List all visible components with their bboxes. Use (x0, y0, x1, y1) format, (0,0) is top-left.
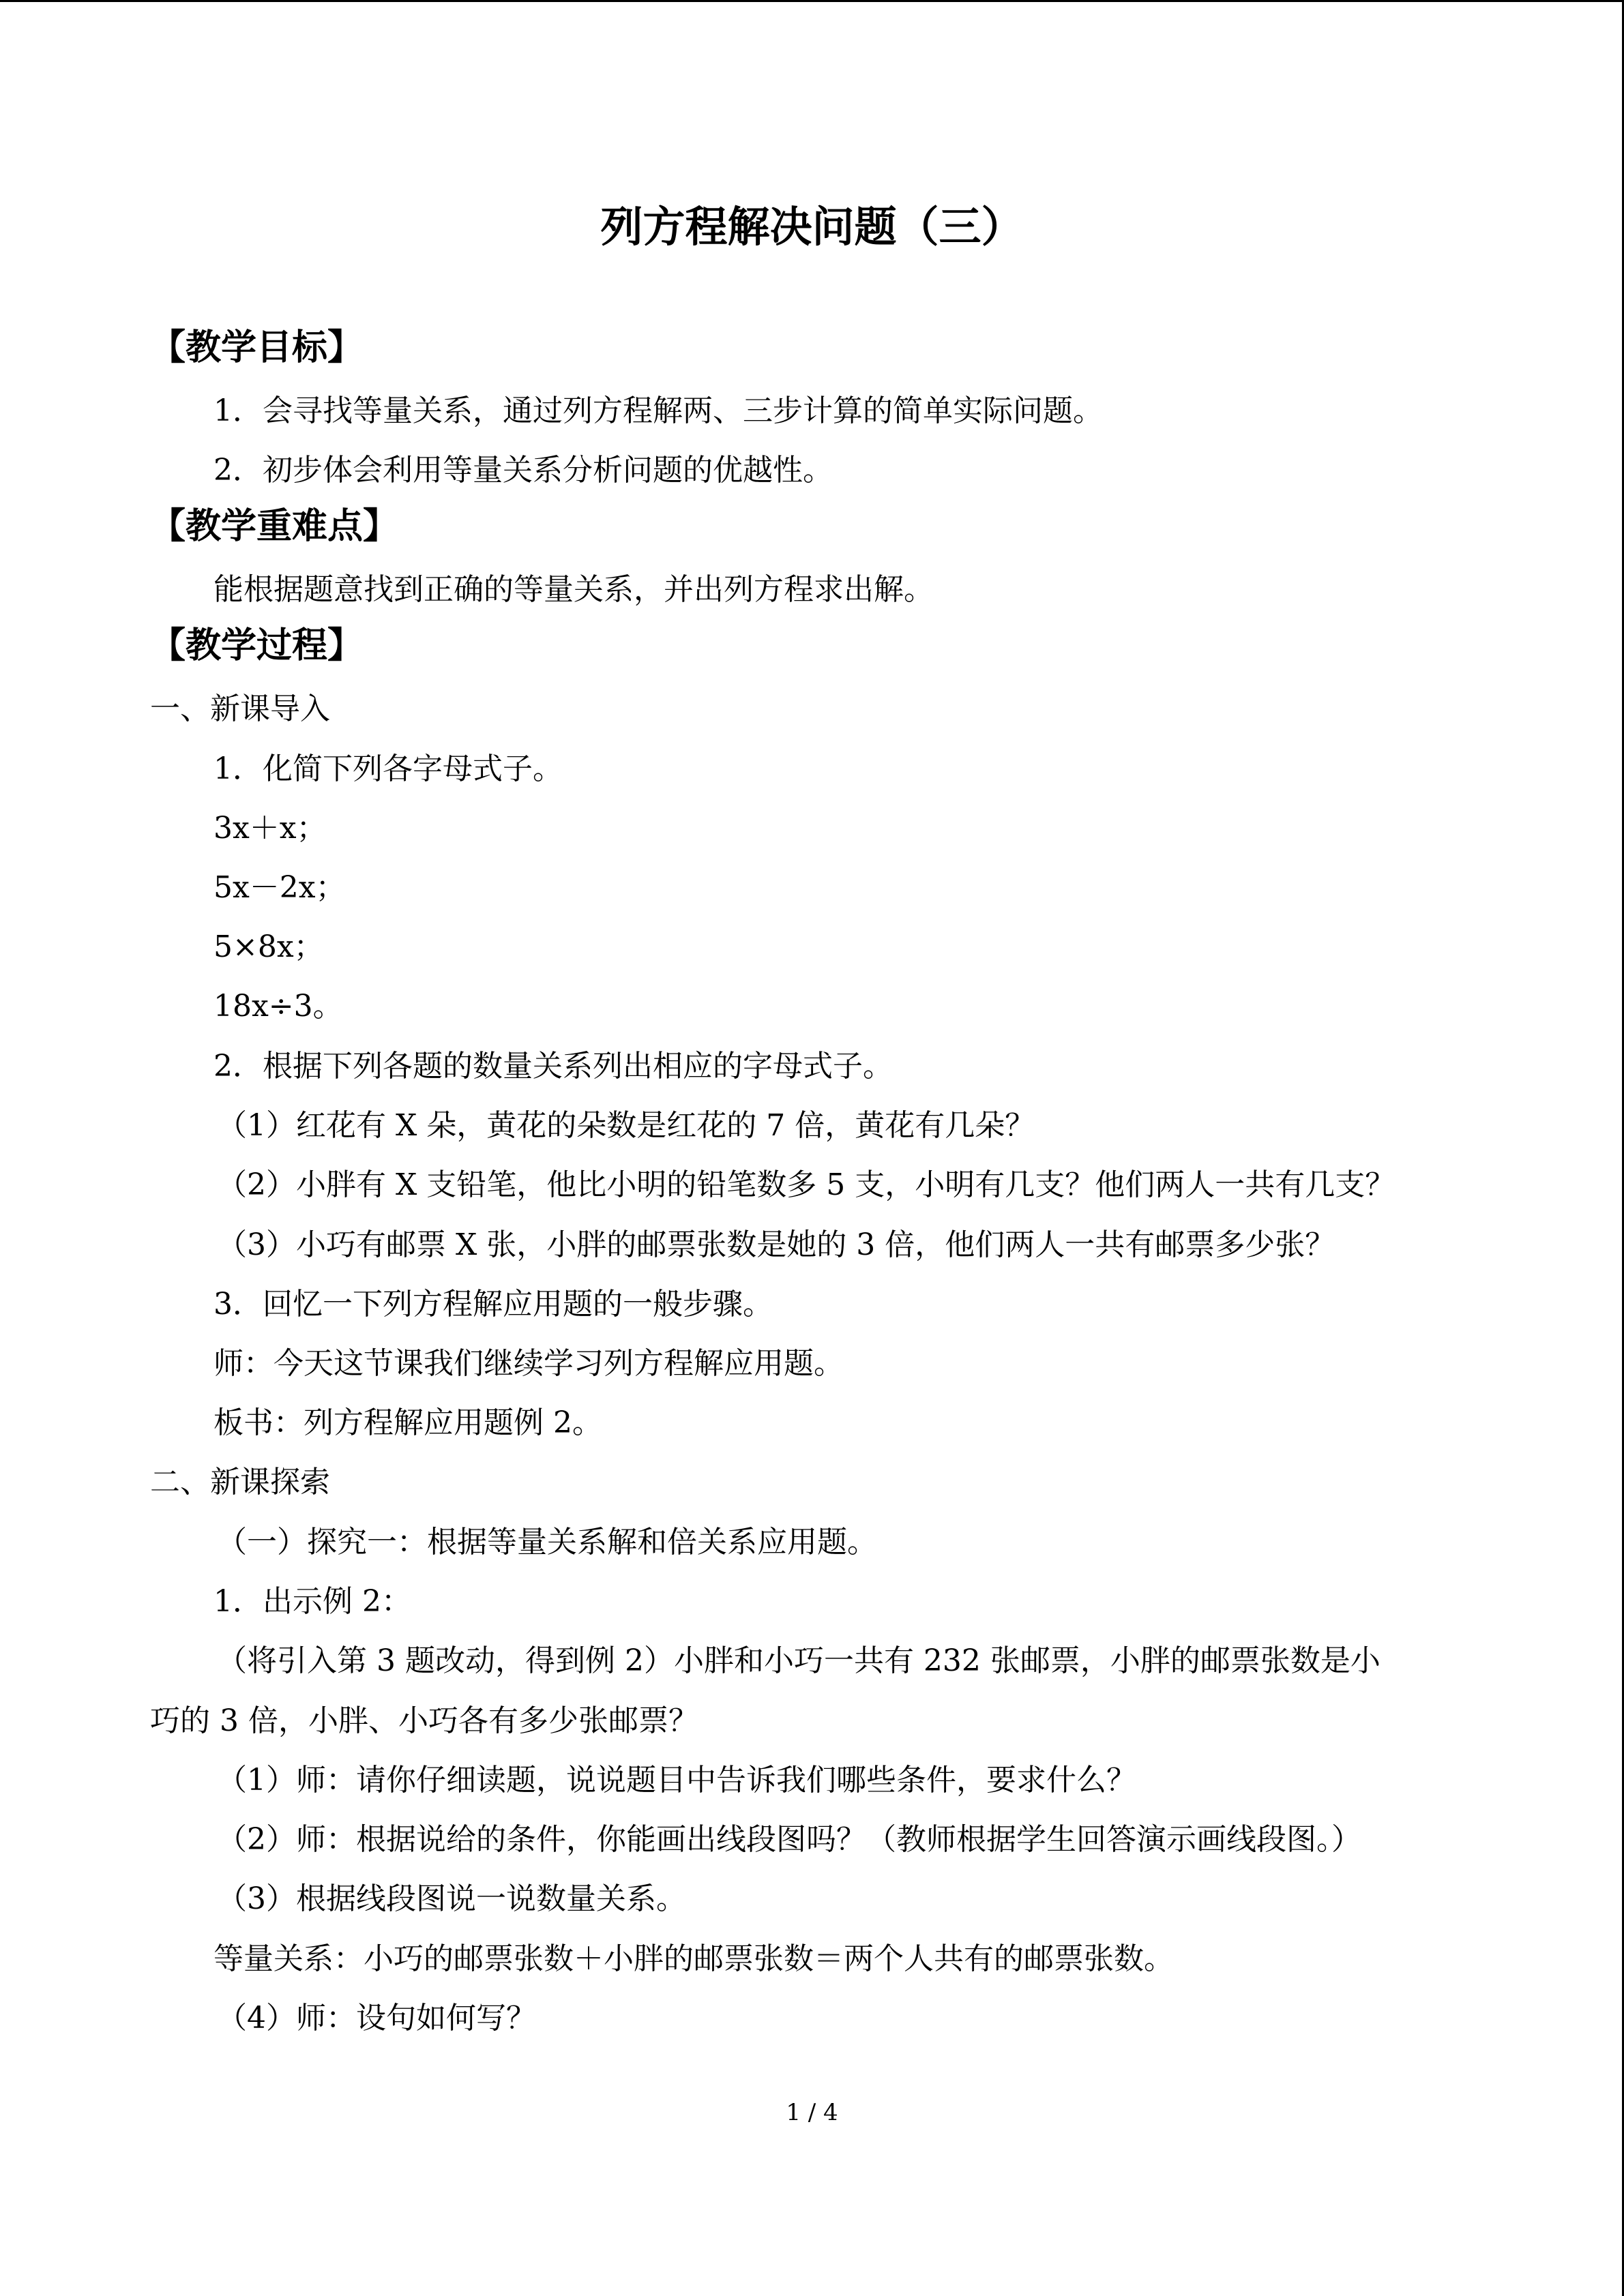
section-heading-key-points: 【教学重难点】 (150, 506, 399, 547)
example-text-line-1: （将引入第 3 题改动，得到例 2）小胖和小巧一共有 232 张邮票，小胖的邮票张数是小 (217, 1643, 1381, 1678)
example-text-line-2: 巧的 3 倍，小胖、小巧各有多少张邮票？ (150, 1703, 698, 1738)
board-writing: 板书：列方程解应用题例 2。 (213, 1405, 602, 1440)
expression-3: 5×8x； (213, 929, 324, 964)
expression-2: 5x－2x； (213, 870, 346, 905)
page-number: 1 / 4 (786, 2099, 838, 2126)
part-one-item-3: 3．回忆一下列方程解应用题的一般步骤。 (213, 1287, 773, 1322)
step-1: （1）师：请你仔细读题，说说题目中告诉我们哪些条件，要求什么？ (217, 1763, 1136, 1798)
part-one-heading: 一、新课导入 (150, 691, 330, 726)
section-heading-process: 【教学过程】 (150, 625, 364, 666)
explore-1-heading: （一）探究一：根据等量关系解和倍关系应用题。 (217, 1525, 877, 1560)
question-1: （1）红花有 X 朵，黄花的朵数是红花的 7 倍，黄花有几朵？ (217, 1108, 1035, 1143)
goal-item-2: 2．初步体会利用等量关系分析问题的优越性。 (213, 453, 833, 488)
section-heading-goals: 【教学目标】 (150, 327, 364, 368)
show-example-label: 1．出示例 2： (213, 1584, 411, 1619)
goal-item-1: 1．会寻找等量关系，通过列方程解两、三步计算的简单实际问题。 (213, 393, 1103, 428)
document-title: 列方程解决问题（三） (600, 202, 1024, 252)
part-one-item-2: 2．根据下列各题的数量关系列出相应的字母式子。 (213, 1049, 893, 1084)
equal-relation: 等量关系：小巧的邮票张数＋小胖的邮票张数＝两个人共有的邮票张数。 (213, 1941, 1174, 1976)
teacher-line-1: 师：今天这节课我们继续学习列方程解应用题。 (213, 1346, 844, 1381)
question-3: （3）小巧有邮票 X 张，小胖的邮票张数是她的 3 倍，他们两人一共有邮票多少张？ (217, 1227, 1335, 1262)
expression-1: 3x＋x； (213, 811, 327, 846)
step-3: （3）根据线段图说一说数量关系。 (217, 1881, 686, 1916)
page-top-border (0, 0, 1624, 2)
step-2: （2）师：根据说给的条件，你能画出线段图吗？（教师根据学生回答演示画线段图。） (217, 1822, 1361, 1857)
step-4: （4）师：设句如何写？ (217, 2001, 536, 2036)
part-two-heading: 二、新课探索 (150, 1465, 330, 1500)
expression-4: 18x÷3。 (213, 989, 343, 1024)
question-2: （2）小胖有 X 支铅笔，他比小明的铅笔数多 5 支，小明有几支？他们两人一共有几支？ (217, 1167, 1396, 1202)
key-points-text: 能根据题意找到正确的等量关系，并出列方程求出解。 (213, 572, 934, 607)
part-one-item-1: 1．化简下列各字母式子。 (213, 751, 563, 786)
